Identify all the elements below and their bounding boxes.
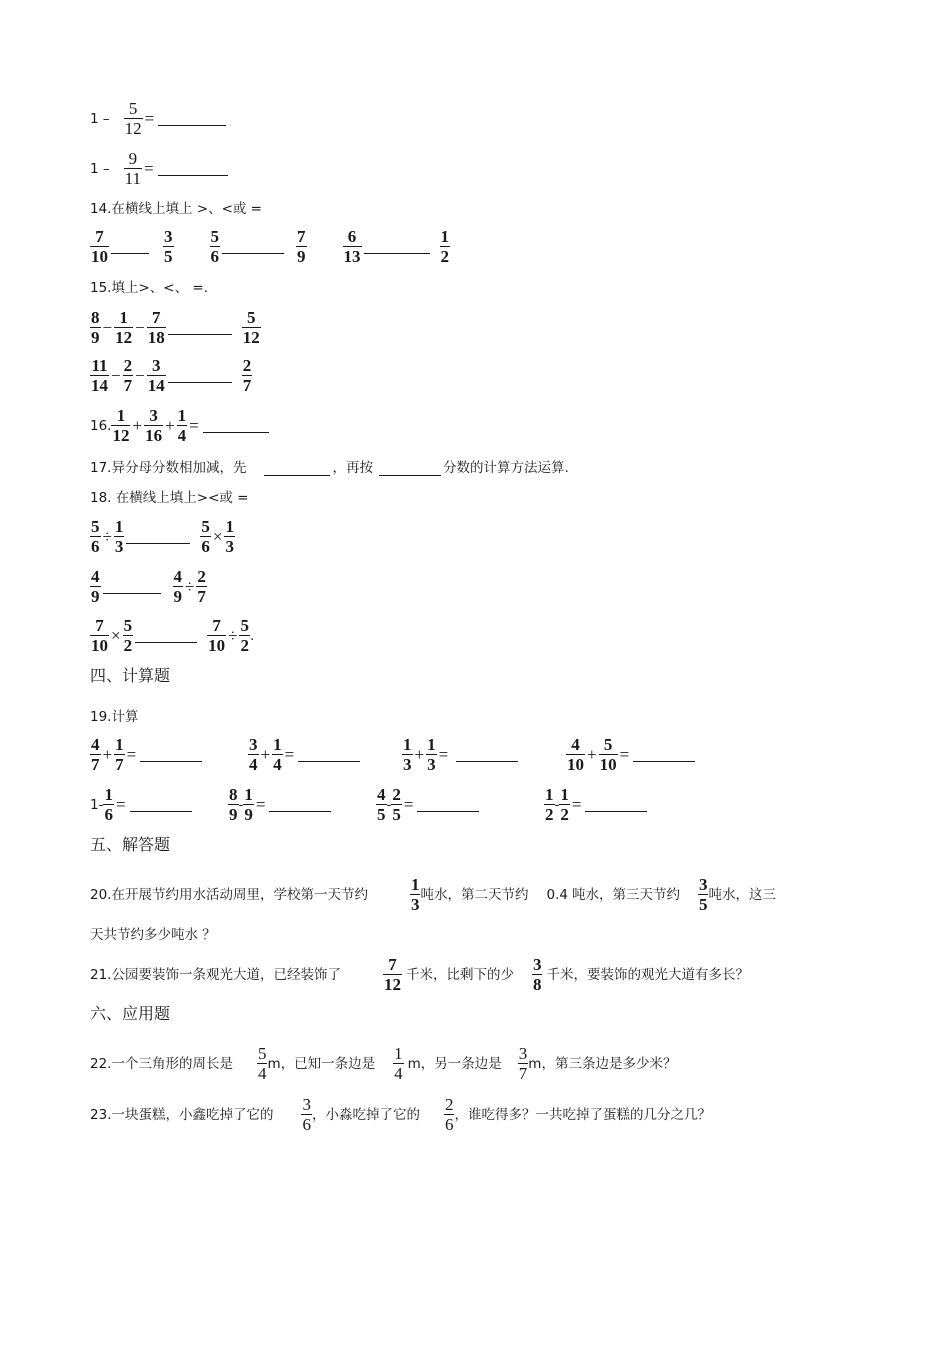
- fraction: [228, 786, 239, 823]
- q20-line1: [90, 876, 776, 913]
- fraction: [301, 1096, 312, 1133]
- numerator: 9: [128, 149, 138, 168]
- fraction-9-11: [124, 150, 142, 187]
- operator: +: [132, 415, 143, 435]
- fraction: [224, 518, 235, 555]
- numerator: 3: [532, 955, 542, 974]
- numerator: 7: [388, 955, 397, 974]
- numerator: 5: [123, 616, 133, 635]
- section-heading-calculation: 四、计算题: [90, 666, 171, 685]
- numerator: 2: [392, 785, 401, 804]
- numerator: 1: [225, 517, 234, 536]
- q15-line1: [90, 309, 261, 346]
- denominator: 7: [91, 755, 100, 774]
- numerator: 7: [151, 308, 161, 327]
- numerator: 3: [698, 875, 708, 894]
- fraction: [177, 407, 188, 444]
- denominator: 5: [164, 247, 173, 266]
- equals-sign: =: [144, 158, 154, 178]
- q23-line: [90, 1096, 711, 1133]
- operator: ÷: [228, 625, 238, 645]
- answer-blank[interactable]: [140, 747, 202, 762]
- denominator: 6: [104, 805, 113, 824]
- denominator: 2: [240, 636, 249, 655]
- text-segment: 千米，要装饰的观光大道有多长？: [546, 966, 749, 983]
- fraction: [376, 786, 387, 823]
- expression-cell: [248, 736, 362, 773]
- text-segment: m，第三条边是多少米？: [528, 1055, 677, 1072]
- answer-blank[interactable]: [103, 579, 161, 594]
- expression-cell: [544, 786, 649, 823]
- operator: −: [135, 365, 145, 385]
- fraction: [544, 786, 555, 823]
- numerator: 3: [164, 227, 173, 246]
- denominator: 7: [242, 376, 252, 395]
- fraction: [444, 1096, 455, 1133]
- fraction: [566, 736, 585, 773]
- numerator: 1: [177, 406, 187, 425]
- text-segment: .: [249, 627, 255, 644]
- denominator: 7: [115, 755, 124, 774]
- q13b-line: [90, 150, 230, 187]
- numerator: 3: [149, 406, 158, 425]
- q19-title: 19.计算: [90, 709, 139, 725]
- fraction: [383, 956, 402, 993]
- denominator: 2: [545, 805, 554, 824]
- denominator: 3: [225, 537, 234, 556]
- operator: =: [126, 744, 137, 764]
- numerator: 5: [128, 99, 138, 118]
- denominator: 5: [392, 805, 401, 824]
- fraction: [242, 357, 253, 394]
- numerator: 4: [377, 785, 386, 804]
- text-segment: ，谁吃得多？一共吃掉了蛋糕的几分之几？: [454, 1106, 711, 1123]
- operator: +: [165, 415, 175, 435]
- q21-line: [90, 956, 749, 993]
- denominator: 9: [91, 328, 100, 347]
- fraction: [114, 736, 125, 773]
- numerator: 5: [91, 517, 100, 536]
- denominator: 9: [297, 247, 306, 266]
- fraction: [90, 617, 109, 654]
- numerator: 3: [302, 1095, 311, 1114]
- q22-line: [90, 1045, 676, 1082]
- denominator: 9: [173, 587, 182, 606]
- q17-line: [90, 459, 569, 477]
- fraction: [393, 1045, 404, 1082]
- numerator: 5: [240, 616, 249, 635]
- fraction: [90, 736, 101, 773]
- answer-blank[interactable]: [135, 628, 197, 643]
- fraction: [391, 786, 402, 823]
- denominator: 9: [91, 587, 100, 606]
- text-segment: -: [238, 796, 244, 813]
- fraction: [200, 518, 211, 555]
- numerator: 6: [347, 227, 357, 246]
- denominator: 7: [123, 376, 133, 395]
- q18-title: 18. 在横线上填上><或 =: [90, 490, 249, 506]
- numerator: 1: [104, 785, 113, 804]
- numerator: 8: [229, 785, 238, 804]
- operator: =: [255, 794, 266, 814]
- q19-row2: [90, 786, 790, 826]
- operator: +: [587, 744, 597, 764]
- fraction: [518, 1045, 529, 1082]
- fraction: [196, 568, 207, 605]
- operator: −: [135, 317, 145, 337]
- numerator: 1: [427, 735, 436, 754]
- denominator: 10: [208, 636, 226, 655]
- section-heading-application: 六、应用题: [90, 1004, 171, 1023]
- denominator: 10: [567, 755, 584, 774]
- fraction: [144, 407, 163, 444]
- fraction: [210, 228, 221, 265]
- operator: ÷: [185, 576, 195, 596]
- fraction: [123, 357, 134, 394]
- q15-line2: [90, 357, 252, 394]
- numerator: 1: [244, 785, 253, 804]
- denominator: 10: [599, 755, 617, 774]
- operator: =: [115, 794, 126, 814]
- denominator: 8: [532, 975, 542, 994]
- text-segment: 16.: [90, 417, 112, 434]
- text-segment: m，另一条边是: [407, 1055, 502, 1072]
- numerator: 1: [440, 227, 449, 246]
- fraction: [402, 736, 413, 773]
- denominator: 16: [145, 426, 163, 445]
- denominator: 5: [377, 805, 386, 824]
- answer-blank[interactable]: [168, 320, 232, 335]
- q13a-one: 1 –: [90, 110, 110, 127]
- denominator: 6: [210, 247, 219, 266]
- fraction: [90, 228, 109, 265]
- fraction: [114, 309, 133, 346]
- fraction-5-12: [124, 100, 143, 137]
- fraction: [163, 228, 174, 265]
- numerator: 5: [246, 308, 256, 327]
- operator: =: [438, 744, 449, 764]
- fraction: [103, 786, 114, 823]
- q14-comparisons: [90, 228, 450, 265]
- answer-blank[interactable]: [456, 747, 518, 762]
- q13b-one: 1 –: [90, 160, 110, 177]
- fraction: [343, 228, 362, 265]
- numerator: 5: [210, 227, 219, 246]
- numerator: 1: [545, 785, 554, 804]
- denominator: 6: [201, 537, 210, 556]
- text-segment: m，已知一条边是: [267, 1055, 376, 1072]
- fraction: [410, 876, 421, 913]
- denominator: 12: [115, 328, 133, 347]
- fraction: [440, 228, 451, 265]
- fraction: [90, 357, 109, 394]
- q14-title: 14.在横线上填上 >、<或 =: [90, 201, 262, 217]
- denominator: 9: [229, 805, 238, 824]
- answer-blank[interactable]: [168, 368, 232, 383]
- text-segment: 0.4: [546, 886, 568, 903]
- fraction: [90, 568, 101, 605]
- numerator: 1: [394, 1044, 403, 1063]
- expression-cell: [402, 736, 520, 773]
- denominator: 18: [147, 328, 165, 347]
- numerator: 4: [173, 567, 182, 586]
- text-segment: 分数的计算方法运算.: [442, 460, 569, 476]
- numerator: 1: [119, 308, 128, 327]
- answer-blank[interactable]: [203, 418, 269, 433]
- denominator: 3: [427, 755, 436, 774]
- fraction: [242, 309, 261, 346]
- denominator: 12: [124, 119, 142, 138]
- numerator: 1: [115, 735, 124, 754]
- text-segment: 21.公园要装饰一条观光大道，已经装饰了: [90, 966, 341, 983]
- denominator: 4: [257, 1064, 267, 1083]
- expression-cell: [566, 736, 697, 773]
- operator: −: [111, 365, 121, 385]
- numerator: 5: [201, 517, 210, 536]
- denominator: 6: [91, 537, 100, 556]
- answer-blank[interactable]: [222, 239, 284, 254]
- text-segment: -: [554, 796, 560, 813]
- fraction: [90, 309, 101, 346]
- denominator: 7: [518, 1064, 528, 1083]
- text-segment: 千米，比剩下的少: [405, 966, 514, 983]
- fraction: [248, 736, 259, 773]
- fraction: [599, 736, 618, 773]
- q18-line1: [90, 518, 235, 555]
- fraction: [147, 357, 166, 394]
- denominator: 3: [410, 895, 420, 914]
- fraction: [123, 617, 134, 654]
- answer-blank[interactable]: [364, 239, 430, 254]
- numerator: 5: [257, 1044, 267, 1063]
- denominator: 4: [249, 755, 258, 774]
- expression-cell: [90, 736, 204, 773]
- expression-cell: [228, 786, 333, 823]
- denominator: 11: [124, 169, 142, 188]
- numerator: 7: [297, 227, 306, 246]
- fraction: [207, 617, 226, 654]
- operator: =: [284, 744, 295, 764]
- fraction: [90, 518, 101, 555]
- denominator: 14: [147, 376, 165, 395]
- fraction: [243, 786, 254, 823]
- numerator: 11: [91, 356, 108, 375]
- answer-blank[interactable]: [585, 797, 647, 812]
- numerator: 7: [95, 616, 104, 635]
- numerator: 2: [242, 356, 252, 375]
- numerator: 7: [95, 227, 104, 246]
- equals-sign: =: [144, 108, 155, 128]
- answer-blank[interactable]: [379, 461, 441, 476]
- numerator: 8: [91, 308, 100, 327]
- denominator: 14: [91, 376, 108, 395]
- numerator: 1: [403, 735, 412, 754]
- denominator: 7: [197, 587, 206, 606]
- denominator: 6: [444, 1115, 454, 1134]
- denominator: 4: [273, 755, 282, 774]
- denominator: 10: [91, 636, 108, 655]
- text-segment: 1: [90, 796, 99, 813]
- q19-row1: [90, 736, 790, 776]
- numerator: 1: [116, 406, 126, 425]
- fraction: [532, 956, 543, 993]
- numerator: 1: [560, 785, 569, 804]
- text-segment: 20.在开展节约用水活动周里，学校第一天节约: [90, 886, 368, 903]
- numerator: 4: [91, 567, 100, 586]
- operator: −: [102, 317, 113, 337]
- text-segment: -: [386, 796, 392, 813]
- operator: ÷: [102, 526, 112, 546]
- answer-blank[interactable]: [633, 747, 695, 762]
- denominator: 3: [403, 755, 412, 774]
- answer-blank[interactable]: [269, 797, 331, 812]
- answer-blank[interactable]: [111, 239, 149, 254]
- text-segment: ，小淼吃掉了它的: [311, 1106, 420, 1123]
- answer-blank[interactable]: [417, 797, 479, 812]
- q20-line2: 天共节约多少吨水 ？: [90, 927, 216, 943]
- numerator: 1: [273, 735, 282, 754]
- operator: ×: [111, 625, 121, 645]
- operator: +: [414, 744, 425, 764]
- text-segment: 吨水，这三: [708, 886, 776, 903]
- answer-blank[interactable]: [264, 461, 330, 476]
- text-segment: 22.一个三角形的周长是: [90, 1055, 233, 1072]
- text-segment: 17.异分母分数相加减，先: [90, 460, 247, 476]
- q13a-line: [90, 100, 228, 137]
- numerator: 4: [91, 735, 100, 754]
- fraction: [114, 518, 125, 555]
- denominator: 4: [394, 1064, 403, 1083]
- denominator: 12: [383, 975, 401, 994]
- expression-cell: [376, 786, 481, 823]
- numerator: 3: [249, 735, 258, 754]
- numerator: 3: [151, 356, 161, 375]
- operator: =: [403, 794, 414, 814]
- denominator: 2: [440, 247, 449, 266]
- denominator: 3: [114, 537, 124, 556]
- numerator: 3: [518, 1044, 528, 1063]
- fraction: [147, 309, 166, 346]
- numerator: 1: [114, 517, 124, 536]
- operator: +: [260, 744, 271, 764]
- denominator: 10: [91, 247, 108, 266]
- text-segment: 吨水，第三天节约: [571, 886, 680, 903]
- answer-blank[interactable]: [158, 111, 226, 126]
- numerator: 7: [212, 616, 221, 635]
- denominator: 4: [177, 426, 187, 445]
- q18-line3: [90, 617, 254, 654]
- fraction: [173, 568, 184, 605]
- text-segment: ，再按: [332, 460, 373, 476]
- denominator: 2: [560, 805, 569, 824]
- operator: ×: [212, 526, 223, 546]
- fraction: [698, 876, 709, 913]
- text-segment: 吨水，第二天节约: [420, 886, 529, 903]
- numerator: 2: [123, 356, 133, 375]
- fraction: [296, 228, 307, 265]
- section-heading-solve: 五、解答题: [90, 835, 171, 854]
- denominator: 13: [343, 247, 361, 266]
- denominator: 5: [698, 895, 708, 914]
- operator: +: [102, 744, 113, 764]
- denominator: 2: [123, 636, 133, 655]
- expression-cell: [90, 786, 194, 823]
- operator: =: [571, 794, 582, 814]
- q18-line2: [90, 568, 207, 605]
- fraction: [426, 736, 437, 773]
- text-segment: 23.一块蛋糕，小鑫吃掉了它的: [90, 1106, 274, 1123]
- numerator: 1: [410, 875, 420, 894]
- operator: =: [189, 415, 199, 435]
- denominator: 12: [242, 328, 260, 347]
- denominator: 6: [302, 1115, 311, 1134]
- numerator: 2: [197, 567, 206, 586]
- q15-title: 15.填上>、<、 =.: [90, 280, 208, 296]
- answer-blank[interactable]: [126, 529, 190, 544]
- q16-line: [90, 407, 271, 444]
- numerator: 2: [444, 1095, 454, 1114]
- answer-blank[interactable]: [298, 747, 360, 762]
- fraction: [559, 786, 570, 823]
- denominator: 12: [112, 426, 130, 445]
- fraction: [272, 736, 283, 773]
- answer-blank[interactable]: [158, 161, 228, 176]
- denominator: 9: [244, 805, 253, 824]
- fraction: [257, 1045, 268, 1082]
- text-segment: -: [98, 796, 104, 813]
- numerator: 5: [603, 735, 613, 754]
- answer-blank[interactable]: [130, 797, 192, 812]
- numerator: 4: [571, 735, 580, 754]
- fraction: [111, 407, 130, 444]
- operator: =: [619, 744, 630, 764]
- fraction: [239, 617, 250, 654]
